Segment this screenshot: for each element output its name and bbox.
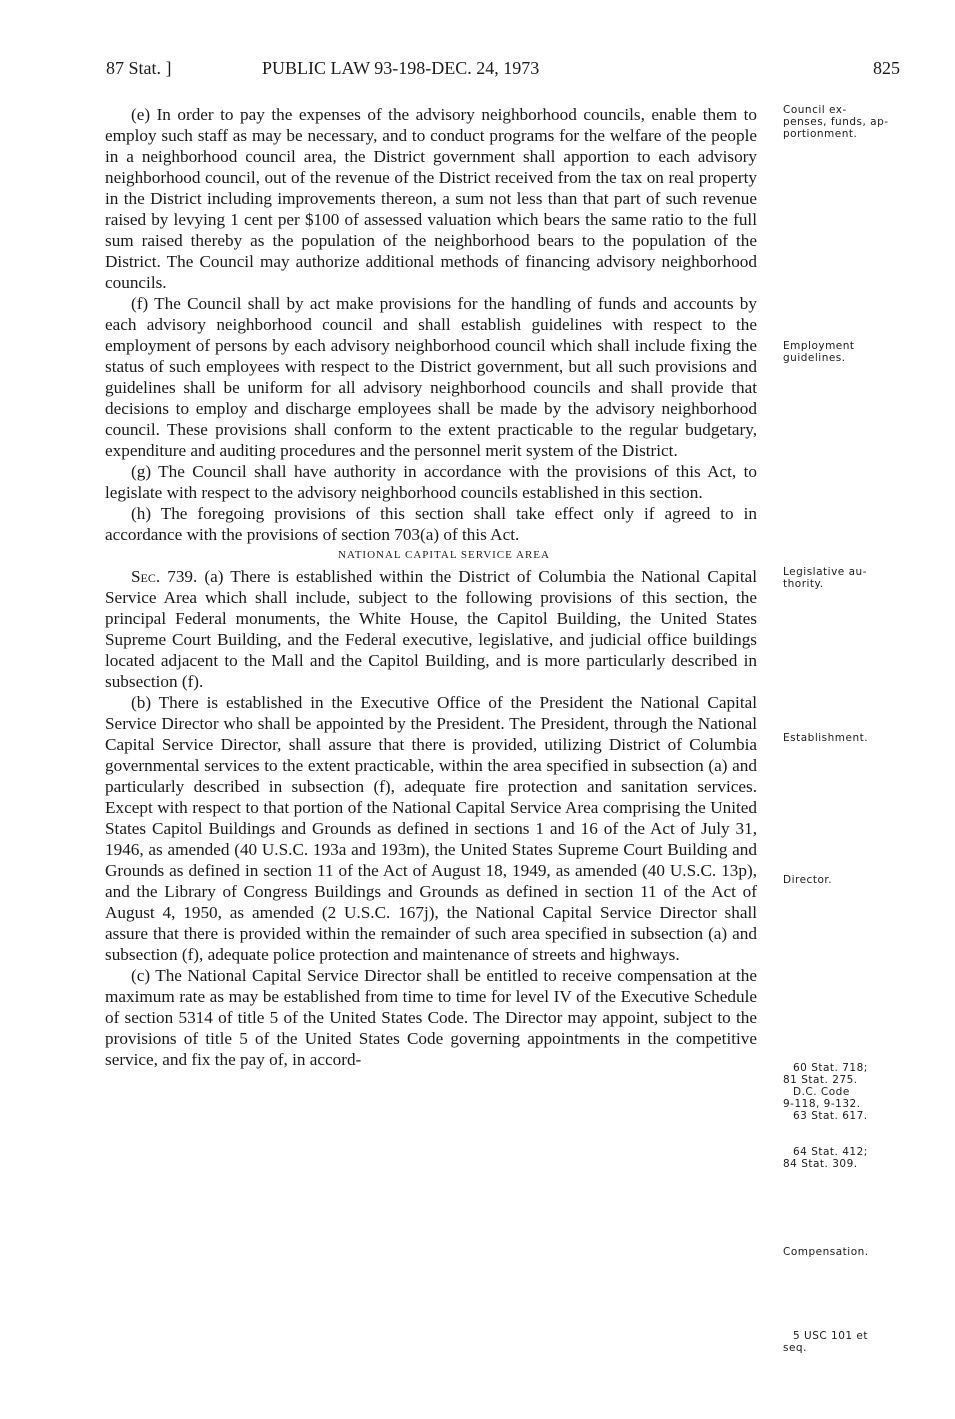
main-text: [105, 104, 757, 1070]
paragraph-c: (c) The National Capital Service Director shall be entitled to receive compensation at the maximum rate as may be established from time to time for level IV of the Executive Schedule of section 5314 of title 5 of the United States Code. The Director may appoint, subject to the provisions of title 5 of the United States Code governing appointments in the competitive service, and fix the pay of, in accord-: [105, 966, 757, 1069]
paragraph-e: (e) In order to pay the expenses of the advisory neighborhood councils, enable them to employ such staff as may be necessary, and to conduct programs for the welfare of the people in a neighborhood council area, the District government shall apportion to each advisory neighborhood council, out of the revenue of the District received from the tax on real property in the District including improvements thereon, a sum not less than that part of such revenue raised by levying 1 cent per $100 of assessed valuation which bears the same ratio to the full sum raised thereby as the population of the neighborhood bears to the population of the District. The Council may authorize additional methods of financing advisory neighborhood councils.: [105, 105, 757, 292]
margin-note-legislative: Legislative au- thority.: [783, 566, 867, 590]
paragraph-f: (f) The Council shall by act make provisions for the handling of funds and accounts by each advisory neighborhood council and shall establish guidelines with respect to the employment of persons by each advisory neighborhood council which shall include fixing the status of such employees with respect to the District government, but all such provisions and guidelines shall be uniform for all advisory neighborhood councils and shall provide that decisions to employ and discharge employees shall be made by the advisory neighborhood council. These provisions shall conform to the extent practicable to the regular budgetary, expenditure and auditing procedures and the personnel merit system of the District.: [105, 294, 757, 460]
margin-note-director: Director.: [783, 874, 833, 886]
page-number: 825: [873, 58, 900, 78]
paragraph-h: (h) The foregoing provisions of this section shall take effect only if agreed to in accordance with the provisions of section 703(a) of this Act.: [105, 504, 757, 544]
margin-note-citation-b: 64 Stat. 412; 84 Stat. 309.: [783, 1146, 868, 1170]
paragraph-b: (b) There is established in the Executive Office of the President the National Capital Service Director who shall be appointed by the President. The President, through the National Capital Service Director, shall assure that there is provided, utilizing District of Columbia governmental services to the extent practicable, within the area specified in subsection (a) and particularly described in subsection (f), adequate fire protection and sanitation services. Except with respect to that portion of the National Capital Service Area comprising the United States Capitol Buildings and Grounds as defined in sections 1 and 16 of the Act of July 31, 1946, as amended (40 U.S.C. 193a and 193m), the United States Supreme Court Building and Grounds as defined in section 11 of the Act of August 18, 1949, as amended (40 U.S.C. 13p), and the Library of Congress Buildings and Grounds as defined in section 11 of the Act of August 4, 1950, as amended (2 U.S.C. 167j), the National Capital Service Director shall assure that there is provided within the remainder of such area specified in subsection (a) and subsection (f), adequate police protection and maintenance of streets and highways.: [105, 693, 757, 964]
margin-note-establishment: Establishment.: [783, 732, 869, 744]
margin-note-employment: Employment guidelines.: [783, 340, 855, 364]
margin-note-usc: 5 USC 101 et seq.: [783, 1330, 868, 1354]
page-title: PUBLIC LAW 93-198-DEC. 24, 1973: [262, 58, 540, 78]
paragraph-sec739-a: [105, 566, 757, 692]
statute-volume: 87 Stat. ]: [106, 58, 172, 78]
margin-note-council-expenses: Council ex- penses, funds, ap- portionment.: [783, 104, 889, 140]
margin-note-citation-a: 60 Stat. 718; 81 Stat. 275. D.C. Code 9-118, 9-132. 63 Stat. 617.: [783, 1062, 868, 1122]
page-header: [0, 58, 955, 82]
paragraph-g: (g) The Council shall have authority in accordance with the provisions of this Act, to legislate with respect to the advisory neighborhood councils established in this section.: [105, 462, 757, 502]
paragraph-a-text: (a) There is established within the District of Columbia the National Capital Service Area which shall include, subject to the following provisions of this section, the principal Federal monuments, the White House, the Capitol Building, the United States Supreme Court Building, and the Federal executive, legislative, and judicial office buildings located adjacent to the Mall and the Capitol Building, and is more particularly described in subsection (f).: [105, 567, 758, 691]
section-heading: NATIONAL CAPITAL SERVICE AREA: [338, 549, 550, 561]
section-label: Sec. 739.: [131, 567, 198, 586]
margin-note-compensation: Compensation.: [783, 1246, 869, 1258]
